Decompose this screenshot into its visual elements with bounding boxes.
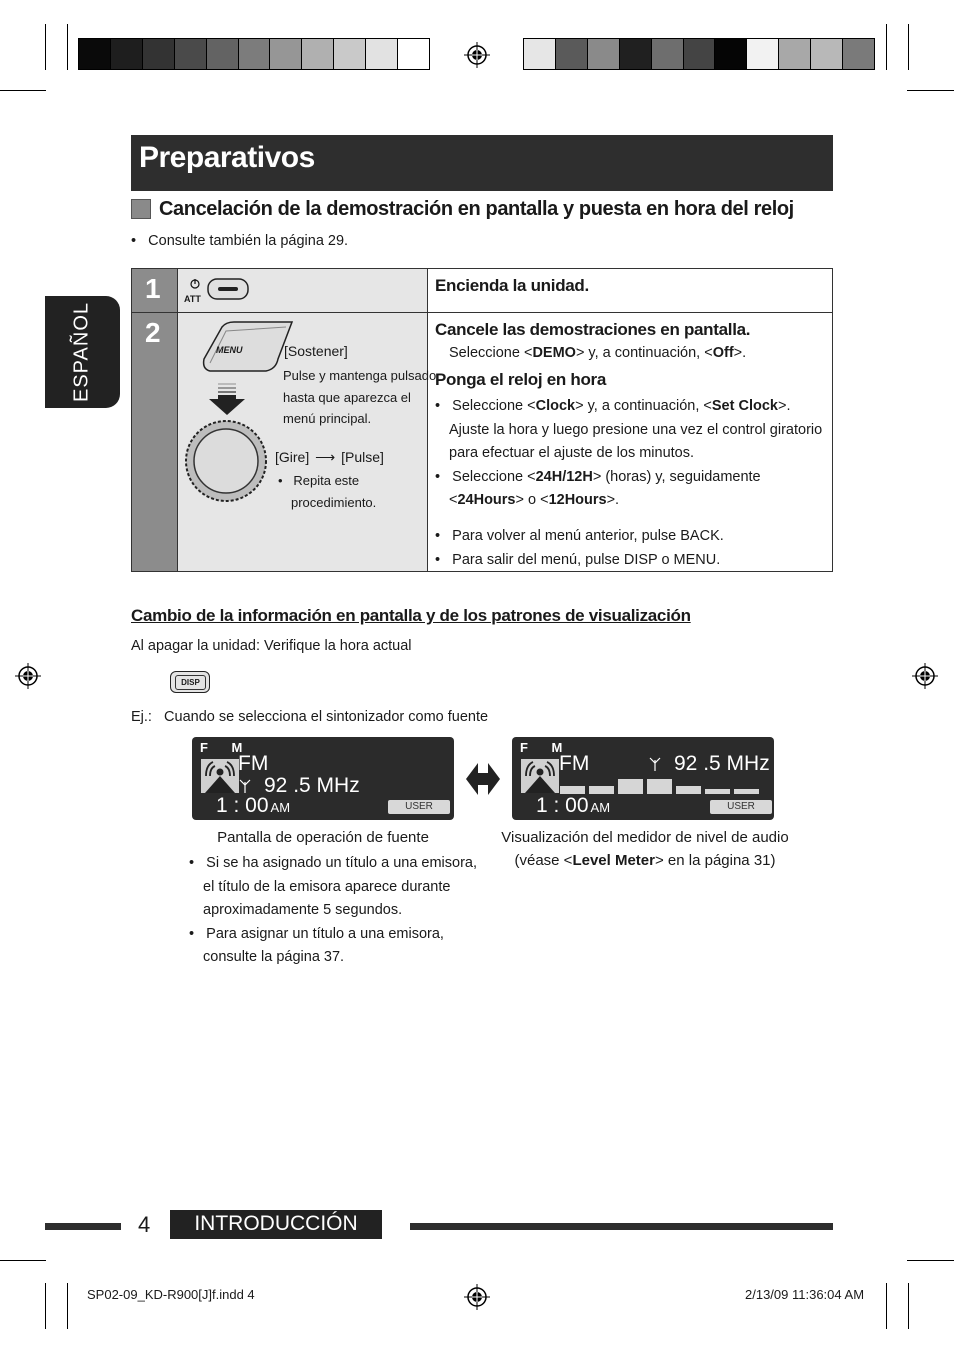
switch-arrows-icon [466, 761, 500, 797]
row-divider [132, 312, 832, 313]
level-meter-bar [560, 786, 585, 794]
crop-mark [67, 24, 68, 70]
crop-mark [45, 24, 46, 70]
level-meter-caption: Visualización del medidor de nivel de audio [501, 829, 789, 846]
see-also-note: • Consulte también la página 29. [131, 233, 349, 249]
disp-button[interactable]: DISP [170, 671, 210, 693]
crop-mark [45, 1283, 46, 1329]
source-display-caption: Pantalla de operación de fuente [217, 829, 429, 846]
hold-label: [Sostener] [284, 343, 348, 359]
color-bar-right [523, 38, 875, 70]
section-label: INTRODUCCIÓN [194, 1212, 358, 1235]
step-number: 1 [145, 273, 161, 304]
section-label-box [170, 1210, 382, 1239]
lcd-level-meter-display [512, 737, 774, 820]
page-number: 4 [138, 1212, 151, 1237]
page-title: Preparativos [139, 141, 315, 174]
level-meter [560, 779, 764, 795]
antenna-icon [649, 757, 661, 771]
crop-mark [0, 90, 46, 91]
band-indicator: F M [520, 740, 573, 755]
crop-mark [908, 24, 909, 70]
crop-mark [908, 1283, 909, 1329]
control-dial-icon[interactable] [184, 419, 268, 503]
source-display-notes: • Si se ha asignado un título a una emisora, el título de la emisora aparece durante aproximadamente 5 segundos. • Para asignar un título a una emisora, consulte la página 37. [189, 855, 478, 966]
band-label: FM [238, 752, 269, 775]
att-label: ATT [184, 294, 201, 304]
hold-description: Pulse y mantenga pulsado hasta que aparezca el menú principal. [283, 368, 437, 426]
arrow-right-icon: ⟶ [315, 449, 336, 465]
lcd-source-display [192, 737, 454, 820]
level-meter-bar [734, 789, 759, 794]
menu-button-label: MENU [216, 345, 243, 355]
repeat-description: • Repita este procedimiento. [278, 473, 377, 510]
clock: 1 : 00 AM [216, 794, 291, 817]
crop-mark [67, 1283, 68, 1329]
clock: 1 : 00 AM [536, 794, 611, 817]
frequency: 92 .5 MHz [264, 774, 360, 797]
crop-mark [886, 24, 887, 70]
registration-mark-icon [15, 663, 41, 689]
registration-mark-icon [912, 663, 938, 689]
turn-push-label: [Gire] ⟶ [Pulse] [275, 449, 384, 465]
demo-instruction: Seleccione <DEMO> y, a continuación, <Off>. [449, 345, 747, 361]
band-label: FM [559, 752, 590, 775]
menu-notes: • Para volver al menú anterior, pulse BACK. • Para salir del menú, pulse DISP o MENU. [435, 528, 724, 568]
level-meter-reference: (véase <Level Meter> en la página 31) [514, 852, 776, 869]
example-line: Ej.: Cuando se selecciona el sintonizador como fuente [131, 709, 489, 725]
date-slug: 2/13/09 11:36:04 AM [745, 1287, 865, 1302]
step-number: 2 [145, 317, 161, 348]
set-clock-heading: Ponga el reloj en hora [435, 370, 606, 389]
section-square-icon [131, 199, 151, 219]
display-section-heading: Cambio de la información en pantalla y de los patrones de visualización [131, 606, 691, 625]
color-bar-left [78, 38, 430, 70]
section-heading: Cancelación de la demostración en pantalla y puesta en hora del reloj [159, 198, 794, 220]
crop-mark [907, 1260, 954, 1261]
level-meter-bar [676, 786, 701, 794]
registration-mark-icon [464, 1284, 490, 1310]
file-slug: SP02-09_KD-R900[J]f.indd 4 [87, 1287, 255, 1302]
crop-mark [0, 1260, 46, 1261]
language-tab-label: ESPAÑOL [70, 302, 93, 402]
band-indicator: F M [200, 740, 253, 755]
steps-table [131, 268, 833, 572]
step-number-column [132, 269, 177, 571]
antenna-icon [239, 779, 251, 793]
level-meter-bar [589, 786, 614, 794]
crop-mark [886, 1283, 887, 1329]
level-meter-bar [618, 779, 643, 794]
footer-bar-left [45, 1223, 121, 1230]
power-off-note: Al apagar la unidad: Verifique la hora actual [131, 638, 412, 654]
frequency: 92 .5 MHz [674, 752, 770, 775]
user-badge: USER [710, 800, 772, 814]
level-meter-bar [705, 789, 730, 794]
language-tab [45, 296, 120, 408]
crop-mark [907, 90, 954, 91]
level-meter-bar [647, 779, 672, 794]
clock-instructions: • Seleccione <Clock> y, a continuación, <Set Clock>. Ajuste la hora y luego presione una vez el control giratorio para efectuar el ajuste de los minutos. • Seleccione <24H/12H> (horas) y, seguidamente <24Hours> o <12Hours>. [435, 398, 823, 508]
down-arrow-icon [206, 383, 248, 417]
page-title-band [131, 135, 833, 191]
tuner-icon [201, 759, 239, 793]
registration-mark-icon [464, 42, 490, 68]
step1-instruction: Encienda la unidad. [435, 276, 589, 295]
user-badge: USER [388, 800, 450, 814]
tuner-icon [521, 759, 559, 793]
footer-bar-right [410, 1223, 833, 1230]
cancel-demo-heading: Cancele las demostraciones en pantalla. [435, 320, 751, 339]
